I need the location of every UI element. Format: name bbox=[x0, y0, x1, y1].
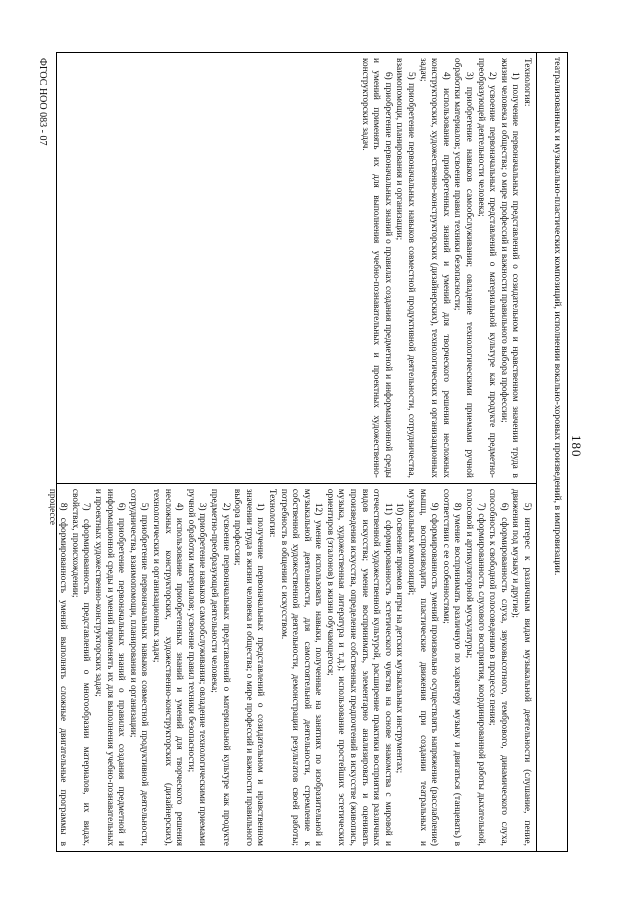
right-tech-item: 4) использование приобретенных знаний и умений для творческого решения несложных конструкторских, художественно-конструкторских (дизайнерских), технологических и организационных задач; bbox=[151, 488, 185, 846]
page-number: 180 bbox=[569, 435, 584, 458]
right-music-item: 5) интерес к различным видам музыкальной деятельности (слушание, пение, движения под музыку и другие); bbox=[510, 488, 532, 846]
right-music-item: 8) умение воспринимать различную по характеру музыку и двигаться (танцевать) в соответствии с ее особенностями; bbox=[440, 488, 463, 846]
right-music-item: 10) освоение приемов игры на детских музыкальных инструментах; bbox=[394, 502, 405, 774]
right-music-item: 7) сформированность слухового восприятия, координированной работы дыхательной, голосовой и артикуляторной мускулатуры; bbox=[464, 488, 486, 846]
left-tech-item: 6) приобретение первоначальных знаний о правилах создания предметной и информационной среды и умений применять их для выполнения учебно-познавательных и проектных художественно-конструкторских задач. bbox=[359, 58, 393, 478]
column-right bbox=[46, 484, 536, 851]
right-music-item: 9) сформированность умений произвольно осуществлять напряжение (расслабление) мышц, воспроизводить пластические движения при создании театральных и музыкальных композиций; bbox=[406, 488, 440, 846]
table-columns bbox=[46, 53, 537, 851]
left-tech-heading: Технология: bbox=[522, 58, 532, 107]
right-tech-item: 6) приобретение первоначальных знаний о правилах создания предметной и информационной среды и умений применять их для выполнения учебно-познавательных и проектных художественно-конструкторских задач; bbox=[93, 488, 127, 846]
left-tech-item: 4) использование приобретенных знаний и умений для творческого решения несложных конструкторских, художественно-конструкторских (дизайнерских), технологических и организационных задач; bbox=[417, 58, 451, 478]
right-music-item: 6) сформированность слуха, звуковысотного, тембрового, динамического слуха, способность к свободной голосоведению в процессе пения; bbox=[487, 488, 509, 846]
right-tech-item: 3) приобретение навыков самообслуживания; овладение технологическими приемами ручной обработки материалов; усвоение правил техники безопасности; bbox=[185, 488, 208, 846]
right-tech-item: 8) сформированность умений выполнять сложные двигательные программы в процессе bbox=[46, 488, 69, 846]
table-continuation-text: театрализованных и музыкально-пластических композиций, исполнении вокально-хоровых произведений, в импровизации. bbox=[552, 57, 563, 576]
right-music-item: 12) умение использовать навыки, полученные на занятиях по изобразительной и музыкальной деятельности, для самостоятельной деятельности, стремление к собственной художественной деятельности, демонстрации результатов своей работы; потребность в общении с искусством. bbox=[278, 488, 324, 846]
right-tech-item: 2) усвоение первоначальных представлений о материальной культуре как продукте предметно-преобразующей деятельности человека; bbox=[208, 488, 231, 846]
left-tech-item: 2) усвоение первоначальных представлений о материальной культуре как продукте предметно-преобразующей деятельности человека; bbox=[475, 58, 498, 478]
right-tech-heading: Технология: bbox=[266, 488, 277, 538]
column-left bbox=[57, 53, 536, 484]
left-tech-item: 3) приобретение навыков самообслуживания; овладение технологическими приемами ручной обработки материалов; усвоение правил техники безопасности; bbox=[452, 58, 475, 478]
right-tech-item: 1) получение первоначальных представлений о созидательном и нравственном значении труда в жизни человека и общества; о мире профессий и важности правильного выбора профессии; bbox=[232, 488, 266, 846]
standards-table bbox=[46, 52, 568, 852]
document-footer: ФГОС НОО 083 - 07 bbox=[37, 58, 48, 146]
right-music-item: 11) сформированность эстетического чувства на основе знакомства с мировой и отечественной художественной культурой, расширение практики восприятия различных видов искусства; умение воспринимать, элементарно анализировать и оценивать произведения искусства, определение собственных предпочтений в искусстве (живопись, музыка, художественная литература и т.д.); использование простейших эстетических ориентиров (эталонов) в жизни обучающегося; bbox=[324, 488, 393, 846]
left-tech-item: 1) получение первоначальных представлений о созидательном и нравственном значении труда в жизни человека и общества; о мире профессий и важности правильного выбора профессии; bbox=[498, 58, 521, 478]
right-tech-item: 7) сформированность представлений о многообразии материалов, их видах, свойствах, происхождении; bbox=[69, 488, 92, 846]
left-tech-item: 5) приобретение первоначальных навыков совместной продуктивной деятельности, сотрудничества, взаимопомощи, планирования и организации; bbox=[394, 58, 417, 478]
right-tech-item: 5) приобретение первоначальных навыков совместной продуктивной деятельности, сотрудничества, взаимопомощи, планирования и организации; bbox=[127, 488, 150, 846]
